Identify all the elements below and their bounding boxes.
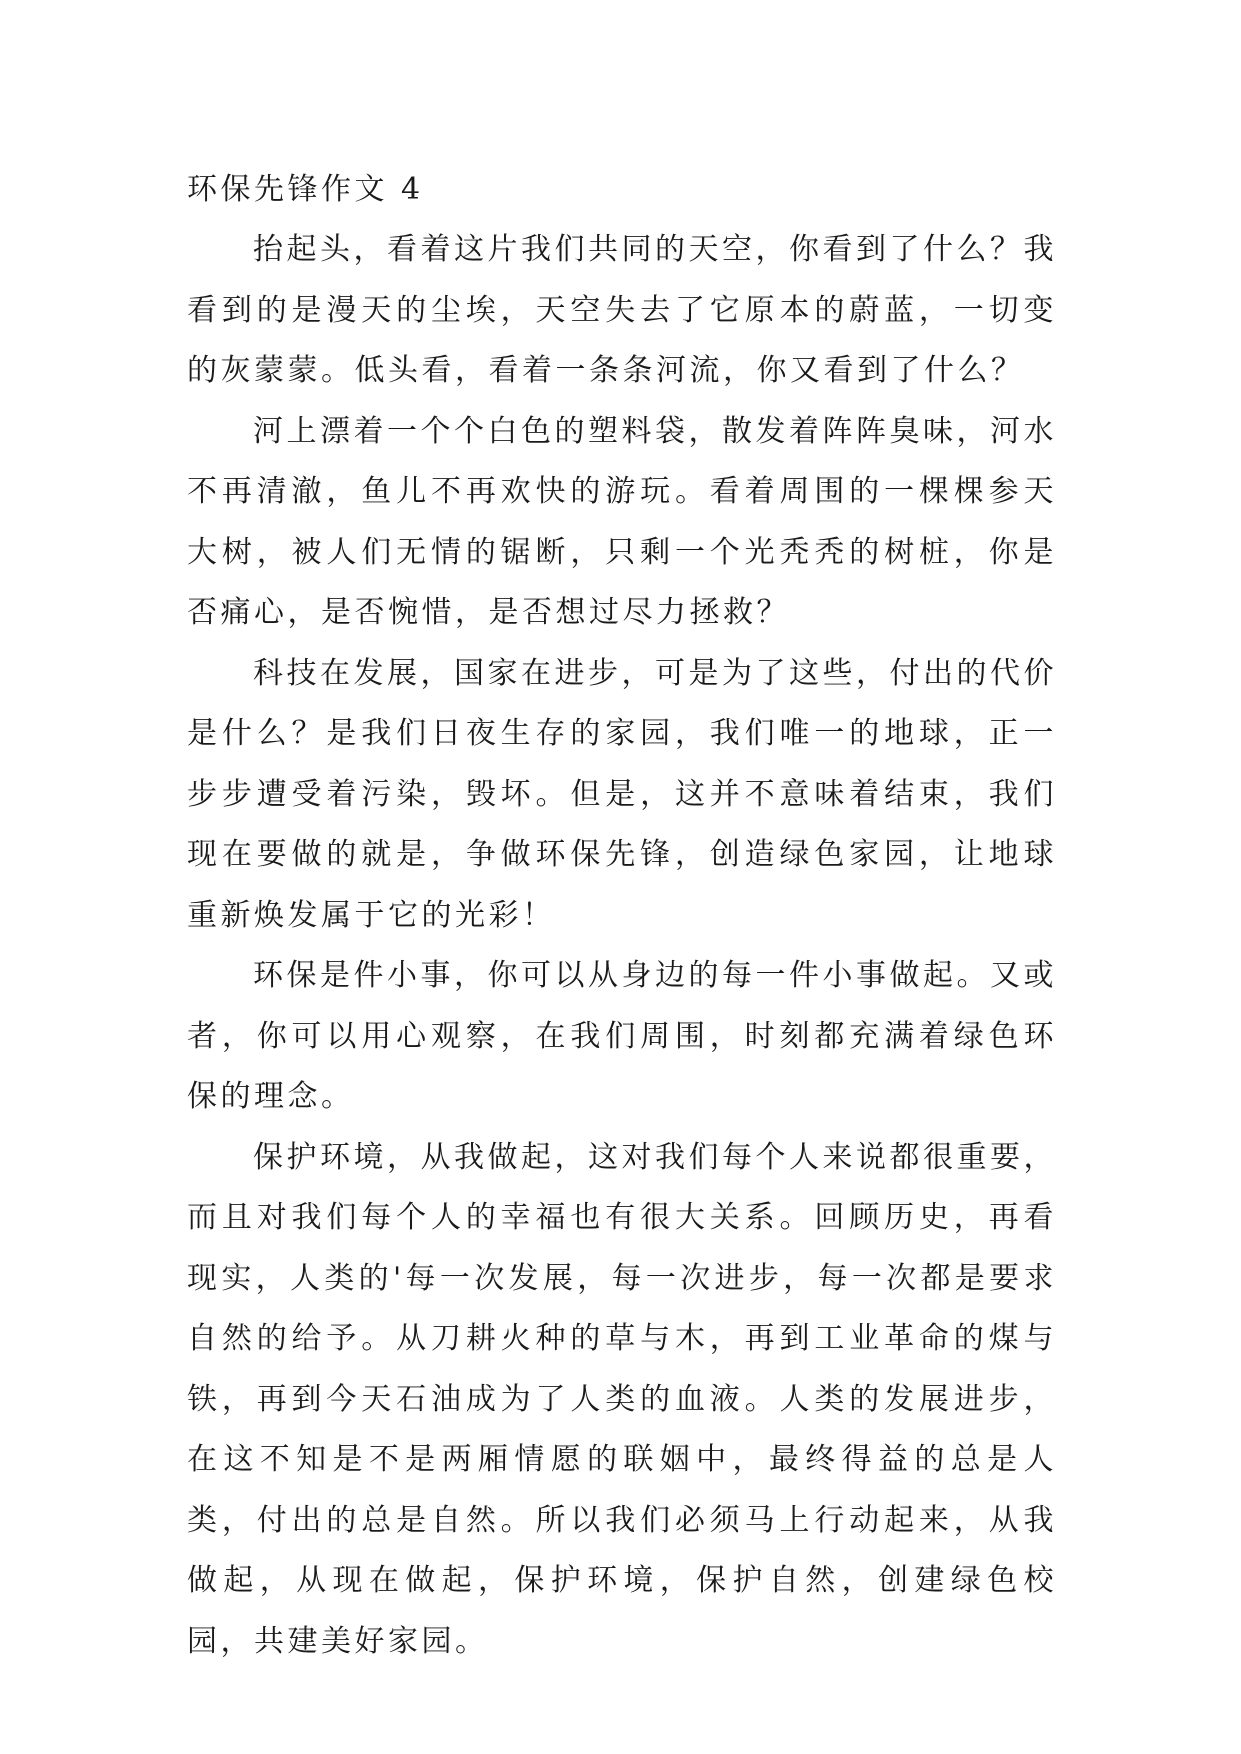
paragraph-3: 科技在发展，国家在进步，可是为了这些，付出的代价是什么？是我们日夜生存的家园，我们唯一的地球，正一步步遭受着污染，毁坏。但是，这并不意味着结束，我们现在要做的就是，争做环保先锋，创造绿色家园，让地球重新焕发属于它的光彩！ [187,655,1057,933]
paragraph-2: 河上漂着一个个白色的塑料袋，散发着阵阵臭味，河水不再清澈，鱼儿不再欢快的游玩。看着周围的一棵棵参天大树，被人们无情的锯断，只剩一个光秃秃的树桩，你是否痛心，是否惋惜，是否想过尽力拯救？ [187,413,1057,630]
paragraph-1: 抬起头，看着这片我们共同的天空，你看到了什么？我看到的是漫天的尘埃，天空失去了它原本的蔚蓝，一切变的灰蒙蒙。低头看，看着一条条河流，你又看到了什么？ [187,232,1057,388]
paragraph-4: 环保是件小事，你可以从身边的每一件小事做起。又或者，你可以用心观察，在我们周围，时刻都充满着绿色环保的理念。 [187,958,1057,1114]
paragraph-5: 保护环境，从我做起，这对我们每个人来说都很重要，而且对我们每个人的幸福也有很大关系。回顾历史，再看现实，人类的'每一次发展，每一次进步，每一次都是要求自然的给予。从刀耕火种的草与木，再到工业革命的煤与铁，再到今天石油成为了人类的血液。人类的发展进步，在这不知是不是两厢情愿的联姻中，最终得益的总是人类，付出的总是自然。所以我们必须马上行动起来，从我做起，从现在做起，保护环境，保护自然，创建绿色校园，共建美好家园。 [187,1139,1057,1659]
document-title: 环保先锋作文 4 [187,172,424,207]
document-body [187,160,1057,1672]
